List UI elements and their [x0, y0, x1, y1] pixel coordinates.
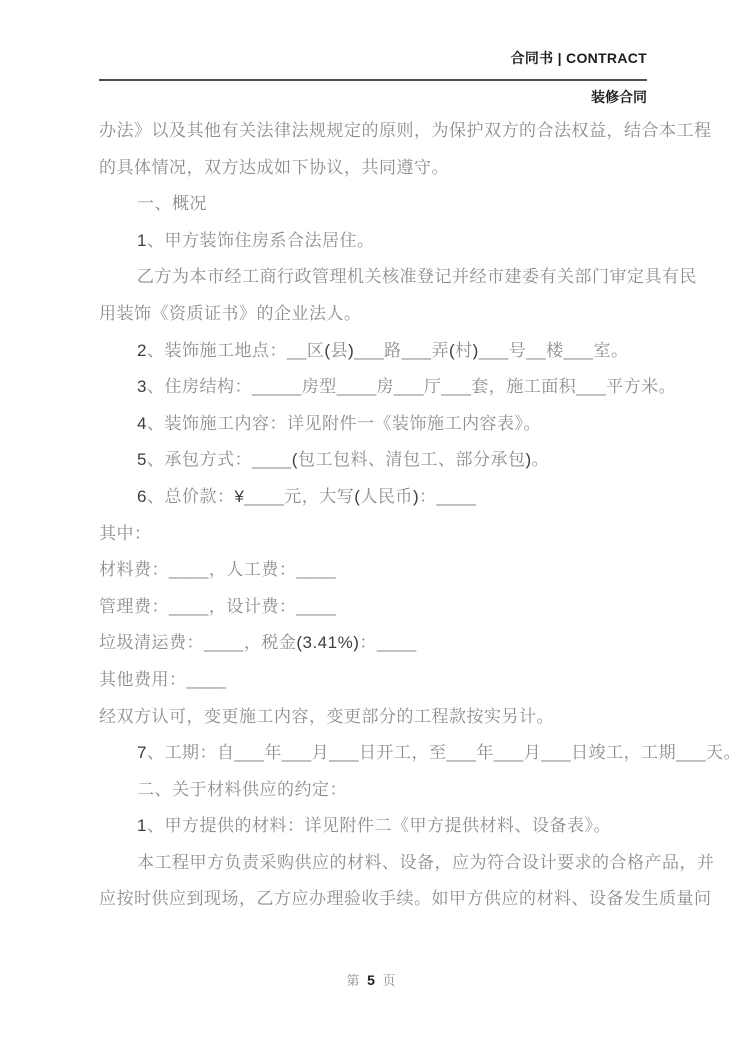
paragraph: 6、总价款：¥____元，大写(人民币)：____: [137, 486, 477, 506]
paragraph: 乙方为本市经工商行政管理机关核准登记并经市建委有关部门审定具有民: [137, 267, 697, 287]
paragraph: 的具体情况，双方达成如下协议，共同遵守。: [99, 157, 449, 177]
paragraph: 经双方认可，变更施工内容，变更部分的工程款按实另计。: [99, 706, 554, 726]
paragraph: 垃圾清运费：____，税金(3.41%)：____: [99, 633, 417, 653]
paragraph: 2、装饰施工地点：__区(县)___路___弄(村)___号__楼___室。: [137, 340, 629, 360]
header-rule: [99, 79, 647, 81]
header-brand: 合同书 | CONTRACT: [510, 50, 647, 66]
page-footer: [0, 970, 744, 989]
paragraph: 材料费：____，人工费：____: [99, 560, 337, 580]
paragraph: 7、工期：自___年___月___日开工，至___年___月___日竣工，工期___天。: [137, 743, 742, 763]
paragraph: 3、住房结构：_____房型____房___厅___套，施工面积___平方米。: [137, 377, 677, 397]
paragraph: 1、甲方提供的材料：详见附件二《甲方提供材料、设备表》。: [137, 816, 611, 836]
paragraph: 用装饰《资质证书》的企业法人。: [99, 303, 362, 323]
paragraph: 管理费：____，设计费：____: [99, 596, 337, 616]
footer-suffix: 页: [382, 973, 398, 988]
footer-page-number: 5: [367, 972, 377, 988]
paragraph: 其中：: [99, 523, 152, 543]
footer-prefix: 第: [346, 973, 362, 988]
paragraph: 一、概况: [137, 194, 207, 214]
paragraph: 1、甲方装饰住房系合法居住。: [137, 230, 375, 250]
paragraph: 办法》以及其他有关法律法规规定的原则，为保护双方的合法权益，结合本工程: [99, 121, 712, 140]
paragraph: 5、承包方式：____(包工包料、清包工、部分承包)。: [137, 450, 550, 470]
contract-body: [99, 113, 742, 918]
paragraph: 4、装饰施工内容：详见附件一《装饰施工内容表》。: [137, 413, 541, 433]
document-title: 装修合同: [591, 89, 647, 105]
paragraph: 二、关于材料供应的约定：: [137, 779, 347, 799]
paragraph: 本工程甲方负责采购供应的材料、设备，应为符合设计要求的合格产品，并: [137, 852, 715, 872]
paragraph: 应按时供应到现场，乙方应办理验收手续。如甲方供应的材料、设备发生质量问: [99, 889, 712, 909]
paragraph: 其他费用：____: [99, 669, 227, 689]
page-header: [99, 48, 647, 107]
